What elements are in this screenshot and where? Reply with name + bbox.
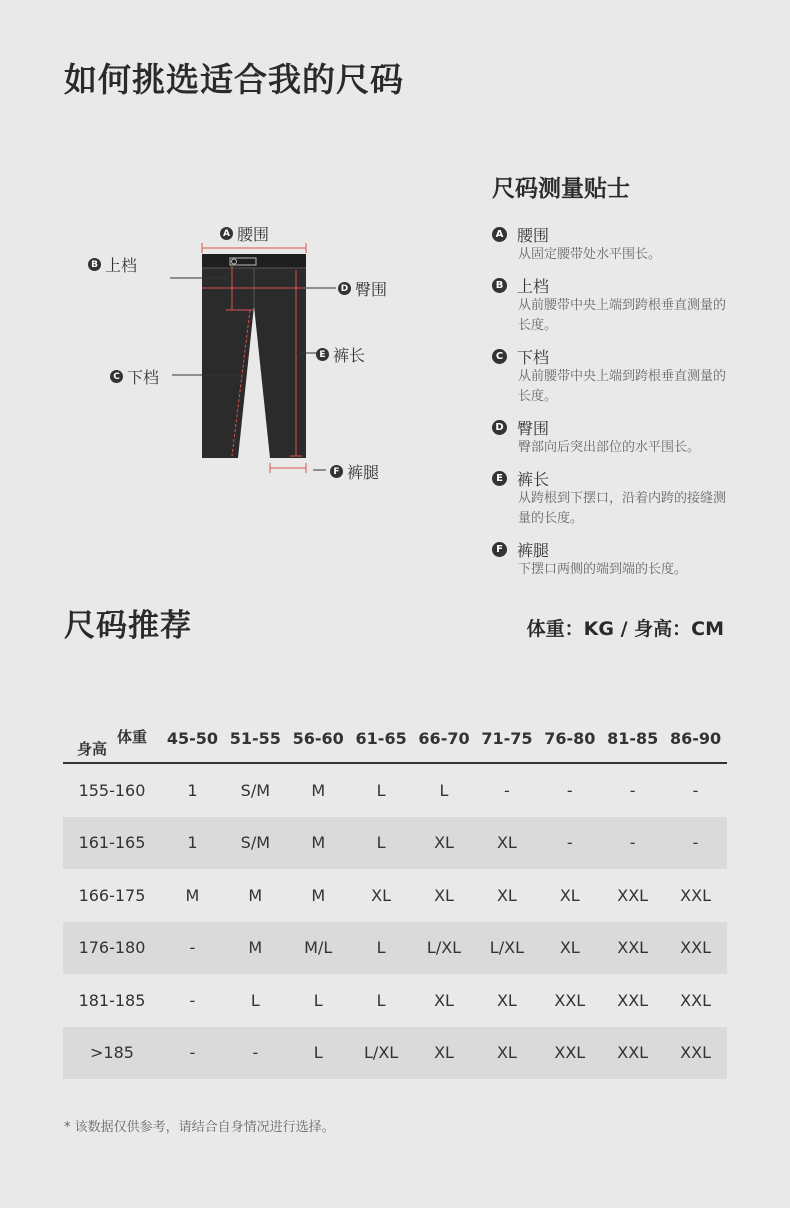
size-cell: L xyxy=(250,990,260,1010)
size-cell: - xyxy=(664,817,727,870)
badge-e-icon: E xyxy=(316,348,329,361)
size-cell: XL xyxy=(434,990,454,1010)
badge-a-icon: A xyxy=(492,227,507,242)
tip-item xyxy=(492,274,742,336)
tip-desc: 从前腰带中央上端到跨根垂直测量的长度。 xyxy=(518,369,727,404)
weight-header-cell: 61-65 xyxy=(350,714,413,763)
tip-item xyxy=(492,416,742,458)
size-cell: XXL xyxy=(601,1027,664,1080)
size-cell: XL xyxy=(413,1027,476,1080)
tip-item xyxy=(492,345,742,407)
size-cell: 1 xyxy=(161,817,224,870)
unit-note: 体重：KG / 身高：CM xyxy=(526,618,724,640)
tip-desc: 下摆口两侧的端到端的长度。 xyxy=(518,562,688,577)
size-cell: XXL xyxy=(617,990,649,1010)
size-cell: - xyxy=(566,780,573,800)
tip-desc: 从固定腰带处水平围长。 xyxy=(518,247,662,262)
height-cell: >185 xyxy=(63,1027,161,1080)
corner-height-label: 身高 xyxy=(77,740,108,758)
badge-b-icon: B xyxy=(492,278,507,293)
size-cell: L xyxy=(313,990,323,1010)
tip-item xyxy=(492,467,742,529)
height-cell: 166-175 xyxy=(78,885,146,905)
pants-measurement-diagram xyxy=(60,210,420,500)
size-cell: XL xyxy=(559,885,580,905)
tip-name: 上档 xyxy=(517,276,550,296)
size-cell: XL xyxy=(538,922,601,975)
weight-header-cell: 71-75 xyxy=(475,714,538,763)
size-cell: - xyxy=(504,780,510,800)
size-cell: - xyxy=(189,990,196,1010)
size-cell: - xyxy=(224,1027,287,1080)
waistband xyxy=(202,254,306,268)
weight-header-cell: 76-80 xyxy=(538,714,601,763)
badge-e-icon: E xyxy=(492,471,507,486)
badge-a-icon: A xyxy=(220,227,233,240)
tip-item xyxy=(492,223,742,265)
size-cell: L xyxy=(376,990,386,1010)
tip-name: 腰围 xyxy=(517,225,550,245)
size-cell: M/L xyxy=(287,922,350,975)
size-cell: L xyxy=(439,780,449,800)
height-cell: 161-165 xyxy=(63,817,161,870)
size-cell: - xyxy=(538,817,601,870)
badge-d-icon: D xyxy=(338,282,351,295)
height-cell: 155-160 xyxy=(78,780,146,800)
size-cell: XL xyxy=(475,1027,538,1080)
size-cell: M xyxy=(311,780,326,800)
size-cell: L xyxy=(287,1027,350,1080)
weight-header-cell: 86-90 xyxy=(664,714,727,763)
weight-header-cell: 66-70 xyxy=(413,714,476,763)
size-cell: L xyxy=(350,817,413,870)
size-cell: L/XL xyxy=(350,1027,413,1080)
size-chart-table xyxy=(63,714,727,1079)
size-cell: XXL xyxy=(664,922,727,975)
page-title: 如何挑选适合我的尺码 xyxy=(64,60,404,99)
height-cell: 176-180 xyxy=(63,922,161,975)
table-row xyxy=(63,1027,727,1080)
size-cell: XXL xyxy=(680,885,711,905)
size-cell: - xyxy=(161,922,224,975)
size-cell: 1 xyxy=(187,780,198,800)
weight-header-cell: 81-85 xyxy=(601,714,664,763)
table-row xyxy=(63,869,727,922)
size-cell: M xyxy=(248,885,263,905)
badge-f-icon: F xyxy=(492,542,507,557)
diagram-label-front-rise: B 上档 xyxy=(88,253,137,276)
diagram-label-inseam: C 下档 xyxy=(110,365,159,388)
badge-c-icon: C xyxy=(492,349,507,364)
size-cell: L xyxy=(376,780,386,800)
size-cell: S/M xyxy=(224,817,287,870)
table-body xyxy=(63,763,727,1079)
table-row xyxy=(63,763,727,817)
diagram-label-hip: D 臀围 xyxy=(338,277,387,300)
size-cell: - xyxy=(629,780,636,800)
weight-header-cell: 56-60 xyxy=(287,714,350,763)
size-recommendation-title: 尺码推荐 xyxy=(64,608,192,644)
size-cell: XL xyxy=(413,817,476,870)
size-cell: L/XL xyxy=(413,922,476,975)
size-cell: XXL xyxy=(601,922,664,975)
size-cell: L xyxy=(350,922,413,975)
table-row xyxy=(63,817,727,870)
badge-f-icon: F xyxy=(330,465,343,478)
size-cell: XXL xyxy=(554,990,586,1010)
badge-c-icon: C xyxy=(110,370,123,383)
size-cell: XXL xyxy=(617,885,649,905)
tips-title: 尺码测量贴士 xyxy=(492,176,630,202)
size-cell: XL xyxy=(371,885,392,905)
footnote: * 该数据仅供参考，请结合自身情况进行选择。 xyxy=(64,1120,335,1135)
tip-desc: 从跨根到下摆口，沿着内跨的接缝测量的长度。 xyxy=(518,491,727,526)
corner-weight-label: 体重 xyxy=(117,728,148,746)
size-cell: XL xyxy=(496,990,517,1010)
size-cell: - xyxy=(161,1027,224,1080)
measurement-tips xyxy=(492,170,742,589)
height-cell: 181-185 xyxy=(78,990,146,1010)
table-row xyxy=(63,974,727,1027)
size-cell: XL xyxy=(475,817,538,870)
table-header-row xyxy=(63,714,727,763)
size-cell: - xyxy=(601,817,664,870)
diagram-label-length: E 裤长 xyxy=(316,343,365,366)
size-cell: XXL xyxy=(538,1027,601,1080)
size-cell: L/XL xyxy=(475,922,538,975)
diagram-label-leg-opening: F 裤腿 xyxy=(330,460,379,483)
diagram-label-waist: A 腰围 xyxy=(220,222,269,245)
tip-desc: 臀部向后突出部位的水平围长。 xyxy=(518,440,701,455)
size-cell: XL xyxy=(496,885,517,905)
table-corner-cell xyxy=(63,714,161,763)
size-cell: - xyxy=(692,780,699,800)
size-cell: XXL xyxy=(680,990,711,1010)
size-cell: XXL xyxy=(664,1027,727,1080)
tip-desc: 从前腰带中央上端到跨根垂直测量的长度。 xyxy=(518,298,727,333)
badge-b-icon: B xyxy=(88,258,101,271)
size-cell: M xyxy=(287,817,350,870)
weight-header-cell: 45-50 xyxy=(161,714,224,763)
tip-name: 裤腿 xyxy=(517,540,550,560)
size-cell: S/M xyxy=(240,780,271,800)
tip-item xyxy=(492,538,742,580)
size-cell: M xyxy=(185,885,200,905)
size-cell: M xyxy=(311,885,326,905)
tip-name: 下档 xyxy=(517,347,550,367)
table-row xyxy=(63,922,727,975)
tip-name: 裤长 xyxy=(517,469,550,489)
size-cell: XL xyxy=(434,885,454,905)
size-cell: M xyxy=(224,922,287,975)
badge-d-icon: D xyxy=(492,420,507,435)
weight-header-cell: 51-55 xyxy=(224,714,287,763)
tip-name: 臀围 xyxy=(517,418,550,438)
